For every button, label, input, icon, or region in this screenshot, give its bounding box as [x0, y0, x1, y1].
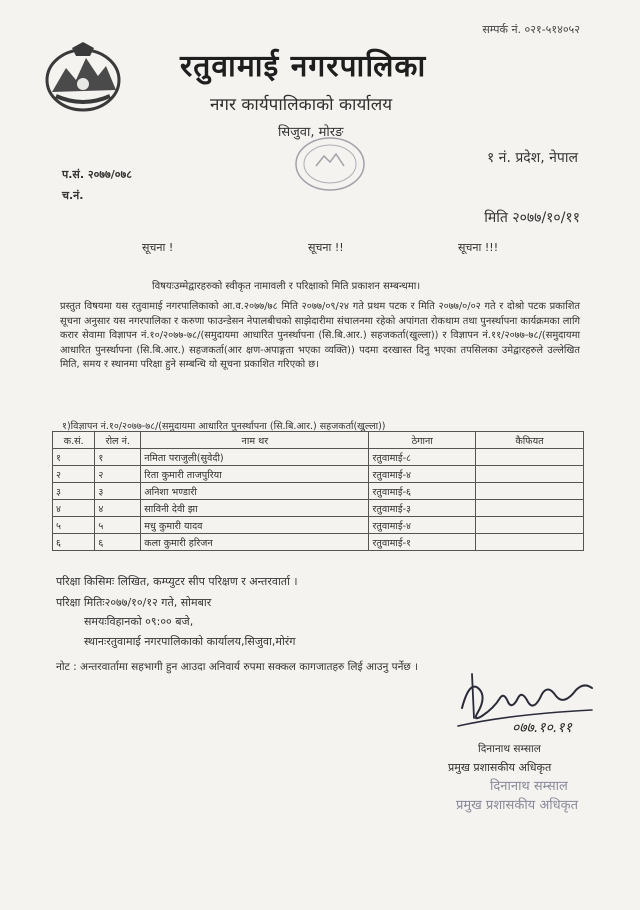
- table-header-row: [53, 432, 584, 449]
- table-row: [53, 449, 584, 466]
- cell-roll: २: [95, 466, 141, 483]
- table-row: [53, 483, 584, 500]
- cell-address: रतुवामाई-८: [369, 449, 476, 466]
- table-row: [53, 534, 584, 551]
- notice-header-1: सूचना !: [142, 241, 174, 254]
- cell-address: रतुवामाई-३: [369, 500, 476, 517]
- cell-name: साविनी देवी झा: [141, 500, 369, 517]
- notice-header-3: सूचना !!!: [458, 241, 499, 254]
- cell-serial: १: [53, 449, 95, 466]
- government-emblem-icon: [42, 40, 124, 114]
- notice-header-2: सूचना !!: [308, 241, 344, 254]
- cell-serial: ६: [53, 534, 95, 551]
- cell-address: रतुवामाई-४: [369, 517, 476, 534]
- cell-name: कला कुमारी हरिजन: [141, 534, 369, 551]
- cell-serial: ५: [53, 517, 95, 534]
- cell-roll: १: [95, 449, 141, 466]
- header-name: नाम थर: [141, 432, 369, 449]
- table-row: [53, 466, 584, 483]
- office-subtitle: नगर कार्यपालिकाको कार्यालय: [210, 95, 393, 115]
- table-title: १)विज्ञापन नं.१०/२०७७-७८/(समुदायमा आधारित पुनर्स्थापना (सि.बि.आर.) सहजकर्ता(खुल्ला)): [62, 421, 386, 432]
- cell-address: रतुवामाई-१: [369, 534, 476, 551]
- office-stamp-icon: [290, 132, 370, 196]
- cell-remarks: [475, 483, 583, 500]
- letter-date: मिति २०७७/१०/११: [484, 210, 580, 226]
- cell-remarks: [475, 466, 583, 483]
- exam-date: परिक्षा मितिः२०७७/१०/१२ गते, सोमबार: [56, 596, 212, 609]
- cell-roll: ३: [95, 483, 141, 500]
- province-label: १ नं. प्रदेश, नेपाल: [486, 150, 578, 166]
- municipality-title: रतुवामाई नगरपालिका: [180, 49, 427, 84]
- signer-title: प्रमुख प्रशासकीय अधिकृत: [448, 761, 552, 774]
- cell-remarks: [475, 534, 583, 551]
- cell-name: रिता कुमारी ताजपुरिया: [141, 466, 369, 483]
- cell-address: रतुवामाई-४: [369, 466, 476, 483]
- letter-subject: विषयःउम्मेद्वारहरुको स्वीकृत नामावली र परिक्षाको मिति प्रकाशन सम्बन्धमा।: [152, 281, 421, 292]
- letter-body: प्रस्तुत विषयमा यस रतुवामाई नगरपालिकाको आ.व.२०७७/७८ मिति २०७७/०९/२४ गते प्रथम पटक र मिति २०७७/०/०२ गते र दोश्रो पटक प्रकाशित सूचना अनुसार यस नगरपालिका र करुणा फाउन्डेसन नेपालबीचको साझेदारीमा संचालनमा रहेको अपांगता रोकथाम तथा पुनर्स्थापना कार्यक्रमका लागि करार सेवामा विज्ञापन नं.१०/२०७७-७८/(समुदायमा आधारित पुनर्स्थापना (सि.बि.आर.) सहजकर्ता(खुल्ला)) र विज्ञापन नं.११/२०७७-७८/(समुदायमा आधारित पुनर्स्थापना (सि.बि.आर.) सहजकर्ता(आर क्षण-अपाङ्गता भएका व्यक्ति)) पदमा दरखास्त दिनु भएका तपसिलका उमेद्वारहरुले उल्लेखित मिति, समय र स्थानमा परिक्षा हुने सम्बन्धि यो सूचना प्रकाशित गरिएको छ।: [60, 301, 580, 371]
- exam-place: स्थानःरतुवामाई नगरपालिकाको कार्यालय,सिजुवा,मोरंग: [84, 635, 296, 648]
- cell-serial: ३: [53, 483, 95, 500]
- header-remarks: कैफियत: [475, 432, 583, 449]
- cell-roll: ६: [95, 534, 141, 551]
- cell-remarks: [475, 517, 583, 534]
- header-serial: क.सं.: [53, 432, 95, 449]
- signer-name: दिनानाथ सम्साल: [478, 743, 541, 755]
- header-roll: रोल नं.: [95, 432, 141, 449]
- signature-date: ०७७.१०.११: [512, 720, 572, 736]
- candidate-table: [52, 431, 584, 551]
- cell-remarks: [475, 500, 583, 517]
- cell-remarks: [475, 449, 583, 466]
- cell-address: रतुवामाई-६: [369, 483, 476, 500]
- cell-name: अनिशा भण्डारी: [141, 483, 369, 500]
- stamp-signer-title: प्रमुख प्रशासकीय अधिकृत: [456, 798, 579, 813]
- dispatch-number: च.नं.: [62, 189, 84, 202]
- cell-serial: ४: [53, 500, 95, 517]
- cell-roll: ४: [95, 500, 141, 517]
- cell-roll: ५: [95, 517, 141, 534]
- table-row: [53, 500, 584, 517]
- header-address: ठेगाना: [369, 432, 476, 449]
- exam-type: परिक्षा किसिमः लिखित, कम्प्युटर सीप परिक्षण र अन्तरवार्ता ।: [56, 575, 298, 588]
- cell-name: मधु कुमारी यादव: [141, 517, 369, 534]
- cell-name: नमिता पराजुली(सुवेदी): [141, 449, 369, 466]
- exam-time: समयःविहानको ०९:०० बजे,: [84, 615, 194, 628]
- table-row: [53, 517, 584, 534]
- reference-number: प.सं. २०७७/०७८: [62, 168, 132, 181]
- office-address: सिजुवा, मोरङ: [278, 125, 344, 140]
- stamp-signer-name: दिनानाथ सम्साल: [490, 779, 568, 794]
- letter-note: नोट : अन्तरवार्तामा सहभागी हुन आउदा अनिवार्य रुपमा सक्कल कागजातहरु लिई आउनु पर्नेछ ।: [56, 661, 419, 673]
- cell-serial: २: [53, 466, 95, 483]
- contact-number: सम्पर्क नं. ०२१-५१४०५२: [482, 23, 580, 36]
